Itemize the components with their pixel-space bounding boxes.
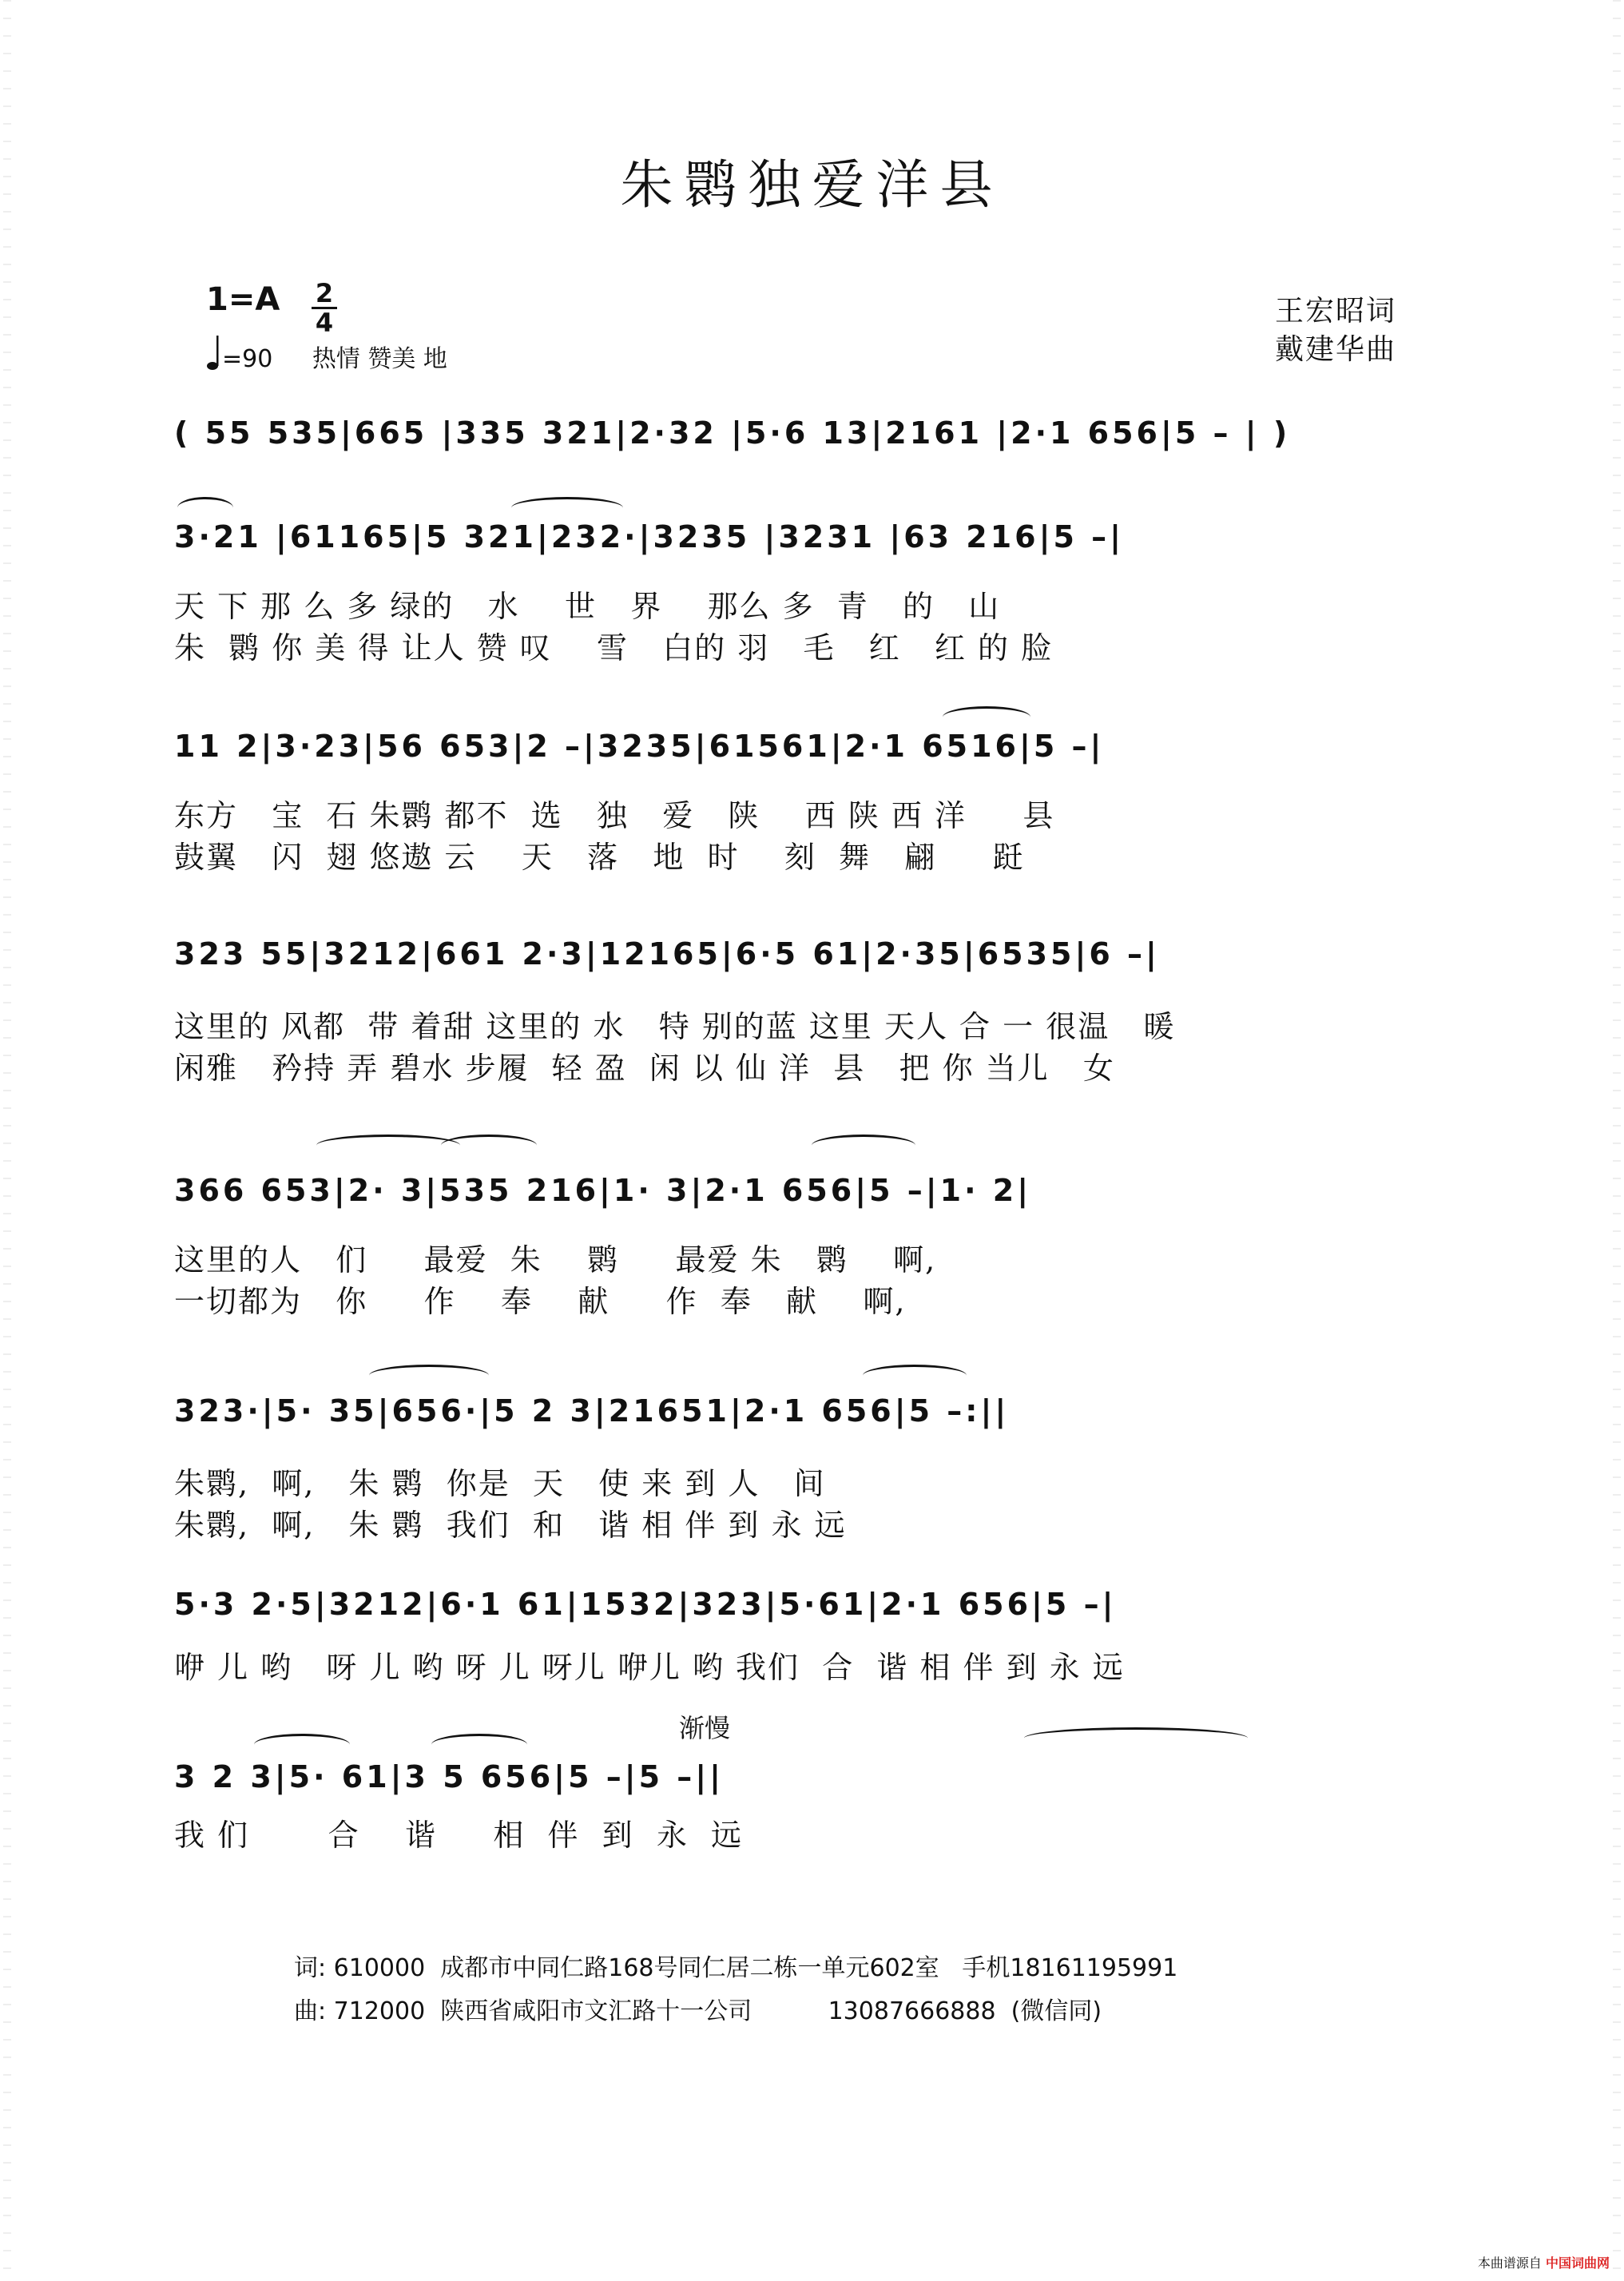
slur: [812, 1135, 915, 1156]
lyric-line-3a: 东方 宝 石 朱鹮 都不 选 独 爱 陕 西 陕 西 洋 县: [174, 798, 1055, 833]
slur: [316, 1135, 460, 1156]
lyric-line-7: 咿 儿 哟 呀 儿 哟 呀 儿 呀儿 咿儿 哟 我们 合 谐 相 伴 到 永 远: [174, 1650, 1125, 1685]
contact-composer: 曲: 712000 陕西省咸阳市文汇路十一公司 13087666888 (微信同): [294, 1997, 1102, 2025]
lyric-line-4a: 这里的 风都 带 着甜 这里的 水 特 别的蓝 这里 天人 合 一 很温 暖: [174, 1009, 1176, 1044]
time-sig-top: 2: [315, 278, 334, 308]
lyric-line-2a: 天 下 那 么 多 绿的 水 世 界 那么 多 青 的 山: [174, 589, 1001, 624]
side-watermark-right: [1613, 0, 1621, 2281]
lyric-line-5b: 一切都为 你 作 奉 献 作 奉 献 啊,: [174, 1284, 907, 1319]
composer: 戴建华曲: [1275, 333, 1397, 366]
lyric-line-5a: 这里的人 们 最爱 朱 鹮 最爱 朱 鹮 啊,: [174, 1242, 937, 1278]
slur: [441, 1135, 537, 1156]
source-prefix: 本曲谱源自: [1477, 2255, 1542, 2271]
lyric-line-8: 我 们 合 谐 相 伴 到 永 远: [174, 1818, 743, 1853]
time-signature: [308, 278, 340, 338]
time-sig-bottom: 4: [315, 308, 334, 338]
quarter-note-icon: [206, 334, 219, 371]
lyric-line-4b: 闲雅 矜持 弄 碧水 步履 轻 盈 闲 以 仙 洋 县 把 你 当儿 女: [174, 1051, 1115, 1086]
key-signature: 1=A: [206, 281, 280, 318]
expression-marking: 热情 赞美 地: [312, 345, 447, 373]
notation-line-5: 366 653|2· 3|535 216|1· 3|2·1 656|5 –|1· 2|: [174, 1173, 1032, 1208]
notation-line-6: 323·|5· 35|656·|5 2 3|21651|2·1 656|5 –:||: [174, 1393, 1010, 1429]
contact-lyricist: 词: 610000 成都市中同仁路168号同仁居二栋一单元602室 手机18161195991: [294, 1954, 1178, 1982]
side-watermark-left: [3, 0, 11, 2281]
slur: [369, 1365, 489, 1386]
slur: [177, 497, 233, 519]
song-title: 朱鹮独爱洋县: [620, 154, 1004, 216]
notation-line-8: 3 2 3|5· 61|3 5 656|5 –|5 –||: [174, 1759, 725, 1794]
notation-line-1: ( 55 535|665 |335 321|2·32 |5·6 13|2161 |2·1 656|5 – | ): [174, 415, 1291, 451]
slur: [863, 1365, 967, 1386]
tie: [1024, 1727, 1248, 1749]
lyric-line-2b: 朱 鹮 你 美 得 让人 赞 叹 雪 白的 羽 毛 红 红 的 脸: [174, 630, 1054, 666]
source-credit: [1478, 2253, 1610, 2271]
notation-line-2: 3·21 |61165|5 321|232·|3235 |3231 |63 216|5 –|: [174, 519, 1125, 554]
notation-line-4: 323 55|3212|661 2·3|12165|6·5 61|2·35|6535|6 –|: [174, 936, 1160, 972]
credits: [1275, 292, 1396, 369]
lyric-line-3b: 鼓翼 闪 翅 悠遨 云 天 落 地 时 刻 舞 翩 跹: [174, 840, 1025, 875]
tempo-marking: [222, 339, 447, 374]
lyric-line-6b: 朱鹮, 啊, 朱 鹮 我们 和 谐 相 伴 到 永 远: [174, 1508, 847, 1543]
slur: [254, 1734, 350, 1755]
slur: [511, 497, 623, 519]
tempo-value: =90: [222, 345, 273, 373]
lyricist: 王宏昭词: [1275, 295, 1397, 328]
notation-line-7: 5·3 2·5|3212|6·1 61|1532|323|5·61|2·1 656|5 –|: [174, 1587, 1117, 1622]
tempo-change-marking: 渐慢: [679, 1713, 731, 1743]
source-site[interactable]: 中国词曲网: [1545, 2255, 1610, 2271]
lyric-line-6a: 朱鹮, 啊, 朱 鹮 你是 天 使 来 到 人 间: [174, 1466, 826, 1501]
slur: [943, 706, 1030, 728]
notation-line-3: 11 2|3·23|56 653|2 –|3235|61561|2·1 6516|5 –|: [174, 729, 1105, 764]
slur: [431, 1734, 527, 1755]
